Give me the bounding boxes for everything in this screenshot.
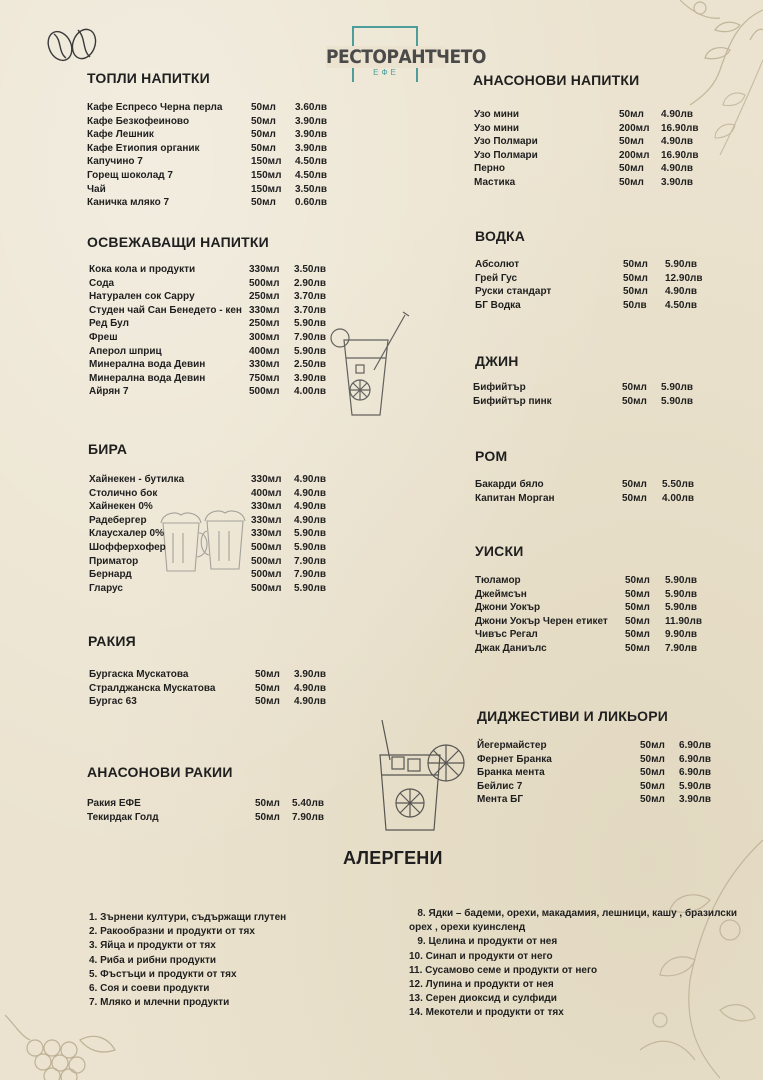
item-price: 3.60лв	[295, 102, 327, 113]
item-price: 2.90лв	[294, 277, 326, 289]
item-name: Узо Полмари	[474, 149, 538, 161]
item-price: 5.90лв	[294, 345, 326, 357]
item-name: Йегермайстер	[477, 740, 547, 751]
item-name: Кафе Еспресо Черна перла	[87, 102, 223, 113]
item-price: 5.90лв	[661, 395, 693, 407]
section-title: АНАСОНОВИ РАКИИ	[87, 764, 233, 780]
item-price: 4.90лв	[661, 163, 693, 175]
item-name: Текирдак Голд	[87, 811, 159, 823]
item-price: 4.90лв	[294, 514, 326, 526]
item-name: Фернет Бранка	[477, 753, 552, 765]
item-volume: 150мл	[251, 156, 282, 168]
item-name: Бифийтър	[473, 382, 526, 393]
item-name: Столично бок	[89, 487, 158, 499]
item-volume: 50мл	[622, 479, 647, 490]
item-price: 3.90лв	[661, 176, 693, 188]
item-name: Тюламор	[475, 575, 521, 586]
item-volume: 500мл	[251, 582, 282, 594]
item-name: Джони Уокър Черен етикет	[475, 615, 608, 627]
item-volume: 50лв	[623, 299, 647, 311]
item-volume: 330мл	[249, 359, 280, 371]
item-volume: 500мл	[251, 569, 282, 581]
item-name: Хайнекен - бутилка	[89, 474, 185, 485]
item-name: Кока кола и продукти	[89, 264, 196, 275]
allergen-item: 1. Зърнени култури, съдържащи глутен	[89, 912, 287, 923]
allergen-item: 10. Синап и продукти от него	[409, 950, 553, 962]
item-volume: 500мл	[249, 277, 280, 289]
item-price: 3.90лв	[679, 794, 711, 806]
item-price: 7.90лв	[665, 642, 697, 654]
item-volume: 300мл	[249, 331, 280, 343]
section-title: УИСКИ	[475, 543, 524, 559]
item-price: 6.90лв	[679, 740, 711, 751]
item-volume: 330мл	[249, 264, 280, 275]
allergen-item: 7. Мляко и млечни продукти	[89, 997, 230, 1009]
item-name: Капитан Морган	[475, 492, 555, 504]
allergen-item: 14. Мекотели и продукти от тях	[409, 1007, 564, 1019]
section-title: РАКИЯ	[88, 633, 136, 649]
item-price: 4.50лв	[295, 169, 327, 181]
allergens-list-right	[409, 907, 737, 1021]
item-volume: 50мл	[619, 109, 644, 120]
item-price: 2.50лв	[294, 359, 326, 371]
item-name: Клаусхалер 0%	[89, 528, 165, 540]
item-price: 4.90лв	[294, 696, 326, 708]
item-volume: 330мл	[251, 474, 282, 485]
item-price: 3.70лв	[294, 291, 326, 303]
item-price: 16.90лв	[661, 122, 699, 134]
item-name: Хайнекен 0%	[89, 501, 153, 513]
item-price: 5.90лв	[665, 588, 697, 600]
item-name: Перно	[474, 163, 506, 175]
item-name: Гларус	[89, 582, 123, 594]
item-price: 11.90лв	[665, 615, 702, 627]
item-name: Узо мини	[474, 109, 520, 120]
logo-subtitle: ЕФЕ	[373, 68, 399, 77]
item-name: Бернард	[89, 569, 132, 581]
item-volume: 50мл	[251, 115, 276, 127]
item-name: Студен чай Сан Бенедето - кен	[89, 304, 242, 316]
item-volume: 50мл	[255, 798, 280, 809]
cocktail-glass-icon	[330, 310, 410, 420]
item-price: 4.50лв	[295, 156, 327, 168]
item-volume: 150мл	[251, 169, 282, 181]
item-volume: 50мл	[640, 794, 665, 806]
item-price: 5.90лв	[665, 602, 697, 614]
item-name: Минерална вода Девин	[89, 372, 206, 384]
item-volume: 50мл	[640, 767, 665, 779]
item-price: 3.50лв	[294, 264, 326, 275]
allergen-item: 4. Риба и рибни продукти	[89, 954, 216, 966]
item-name: Узо Полмари	[474, 136, 538, 148]
item-name: Бифийтър пинк	[473, 395, 552, 407]
item-price: 4.90лв	[294, 487, 326, 499]
item-price: 5.50лв	[662, 479, 694, 490]
item-volume: 200мл	[619, 122, 650, 134]
allergens-list-left	[89, 911, 286, 1010]
item-volume: 250мл	[249, 318, 280, 330]
beer-mugs-icon	[155, 505, 255, 575]
section-title: АНАСОНОВИ НАПИТКИ	[473, 72, 640, 88]
item-price: 6.90лв	[679, 753, 711, 765]
item-volume: 330мл	[251, 514, 282, 526]
item-volume: 50мл	[622, 395, 647, 407]
item-volume: 50мл	[619, 176, 644, 188]
item-price: 7.90лв	[294, 555, 326, 567]
item-name: Кафе Етиопия органик	[87, 142, 200, 154]
section-anise-rakia	[87, 764, 233, 780]
item-price: 3.90лв	[295, 115, 327, 127]
section-digestifs	[477, 708, 668, 724]
item-name: Приматор	[89, 555, 139, 567]
section-title: РОМ	[475, 448, 508, 464]
item-price: 9.90лв	[665, 629, 697, 641]
item-price: 7.90лв	[292, 811, 324, 823]
item-volume: 50мл	[622, 492, 647, 504]
item-price: 5.90лв	[294, 541, 326, 553]
item-price: 3.90лв	[294, 669, 326, 680]
allergen-item: 9. Целина и продукти от нея	[409, 936, 558, 948]
item-name: Джони Уокър	[475, 602, 541, 614]
item-price: 5.90лв	[294, 528, 326, 540]
item-volume: 50мл	[625, 575, 650, 586]
item-volume: 400мл	[249, 345, 280, 357]
item-name: Узо мини	[474, 122, 520, 134]
section-hot-drinks	[87, 70, 210, 86]
item-name: Ракия ЕФЕ	[87, 798, 141, 809]
item-volume: 50мл	[251, 102, 276, 113]
item-volume: 500мл	[251, 555, 282, 567]
item-price: 4.50лв	[665, 299, 697, 311]
item-name: Джак Даниълс	[475, 642, 547, 654]
item-volume: 50мл	[625, 588, 650, 600]
item-name: Мастика	[474, 176, 516, 188]
item-name: Бургас 63	[89, 696, 137, 708]
allergen-item: 5. Фъстъци и продукти от тях	[89, 968, 237, 980]
section-beer	[88, 441, 127, 457]
item-volume: 330мл	[251, 501, 282, 513]
item-name: Радебергер	[89, 514, 147, 526]
item-price: 5.90лв	[679, 780, 711, 792]
section-anise-drinks	[473, 72, 639, 88]
item-price: 4.90лв	[661, 109, 693, 120]
item-volume: 50мл	[251, 129, 276, 141]
item-name: Чивъс Регал	[475, 629, 538, 641]
allergen-item: 12. Лупина и продукти от нея	[409, 979, 554, 991]
allergen-item: 13. Серен диоксид и сулфиди	[409, 993, 557, 1005]
item-name: Бакарди бяло	[475, 479, 544, 490]
item-name: Бранка мента	[477, 767, 545, 779]
section-title: ДЖИН	[475, 353, 519, 369]
item-volume: 50мл	[622, 382, 647, 393]
item-price: 16.90лв	[661, 149, 699, 161]
item-volume: 50мл	[619, 136, 644, 148]
section-title: ТОПЛИ НАПИТКИ	[87, 70, 210, 86]
section-vodka	[475, 228, 525, 244]
item-volume: 200мл	[619, 149, 650, 161]
coffee-beans-icon	[44, 26, 100, 64]
item-price: 3.90лв	[294, 372, 326, 384]
item-name: Чай	[87, 183, 106, 195]
item-price: 5.90лв	[294, 582, 326, 594]
item-price: 4.00лв	[662, 492, 694, 504]
item-volume: 50мл	[625, 602, 650, 614]
item-price: 5.90лв	[661, 382, 693, 393]
item-name: Айрян 7	[89, 386, 129, 398]
item-volume: 50мл	[625, 642, 650, 654]
item-name: Кафе Лешник	[87, 129, 154, 141]
item-name: Капучино 7	[87, 156, 143, 168]
section-whisky	[475, 543, 524, 559]
item-volume: 150мл	[251, 183, 282, 195]
section-title: ДИДЖЕСТИВИ И ЛИКЬОРИ	[477, 708, 668, 724]
item-volume: 50мл	[623, 286, 648, 298]
item-name: Джеймсън	[475, 588, 527, 600]
item-volume: 330мл	[249, 304, 280, 316]
item-name: Каничка мляко 7	[87, 197, 170, 209]
item-price: 4.00лв	[294, 386, 326, 398]
item-volume: 50мл	[255, 682, 280, 694]
item-name: Бургаска Мускатова	[89, 669, 189, 680]
item-price: 7.90лв	[294, 569, 326, 581]
allergen-item: 3. Яйца и продукти от тях	[89, 940, 216, 952]
item-price: 7.90лв	[294, 331, 326, 343]
grapes-icon	[0, 1010, 120, 1080]
allergens-title: АЛЕРГЕНИ	[343, 848, 443, 868]
item-name: Минерална вода Девин	[89, 359, 206, 371]
item-volume: 50мл	[255, 811, 280, 823]
item-volume: 50мл	[640, 780, 665, 792]
item-volume: 500мл	[249, 386, 280, 398]
allergen-item: 6. Соя и соеви продукти	[89, 983, 210, 995]
item-name: Натурален сок Cappy	[89, 291, 195, 303]
item-volume: 50мл	[251, 142, 276, 154]
section-title: ОСВЕЖАВАЩИ НАПИТКИ	[87, 234, 269, 250]
section-title: БИРА	[88, 441, 128, 457]
item-name: Руски стандарт	[475, 286, 552, 298]
item-name: БГ Водка	[475, 299, 521, 311]
item-price: 3.90лв	[295, 129, 327, 141]
allergen-item: 8. Ядки – бадеми, орехи, макадамия, лешници, кашу , бразилски	[409, 908, 738, 919]
item-volume: 50мл	[251, 197, 276, 209]
item-volume: 400мл	[251, 487, 282, 499]
item-price: 4.90лв	[294, 682, 326, 694]
item-price: 4.90лв	[665, 286, 697, 298]
item-name: Стралджанска Мускатова	[89, 682, 216, 694]
item-price: 6.90лв	[679, 767, 711, 779]
item-name: Фреш	[89, 331, 118, 343]
item-volume: 50мл	[255, 669, 280, 680]
allergen-item: орех , орехи куинсленд	[409, 922, 526, 934]
allergen-item: 2. Ракообразни и продукти от тях	[89, 926, 255, 938]
item-price: 4.90лв	[661, 136, 693, 148]
logo-name: РЕСТОРАНТЧЕТО	[326, 46, 486, 68]
section-rakia	[88, 633, 136, 649]
item-price: 3.50лв	[295, 183, 327, 195]
item-name: Аперол шприц	[89, 345, 162, 357]
item-price: 5.90лв	[294, 318, 326, 330]
item-name: Бейлис 7	[477, 780, 523, 792]
item-name: Ред Бул	[89, 318, 129, 330]
item-volume: 50мл	[623, 259, 648, 270]
item-volume: 750мл	[249, 372, 280, 384]
item-price: 5.40лв	[292, 798, 324, 809]
item-name: Грей Гус	[475, 272, 518, 284]
item-volume: 500мл	[251, 541, 282, 553]
item-name: Абсолют	[475, 259, 520, 270]
item-volume: 50мл	[625, 615, 650, 627]
item-price: 4.90лв	[294, 501, 326, 513]
item-price: 12.90лв	[665, 272, 703, 284]
item-name: Мента БГ	[477, 794, 524, 806]
section-soft-drinks	[87, 234, 269, 250]
section-rum	[475, 448, 507, 464]
item-price: 5.90лв	[665, 575, 697, 586]
item-volume: 330мл	[251, 528, 282, 540]
item-price: 0.60лв	[295, 197, 327, 209]
allergen-item: 11. Сусамово семе и продукти от него	[409, 964, 598, 976]
item-price: 3.70лв	[294, 304, 326, 316]
lemon-drink-icon	[372, 715, 472, 835]
item-price: 3.90лв	[295, 142, 327, 154]
item-volume: 50мл	[640, 740, 665, 751]
item-volume: 50мл	[625, 629, 650, 641]
section-title: ВОДКА	[475, 228, 526, 244]
item-price: 4.90лв	[294, 474, 326, 485]
item-volume: 50мл	[623, 272, 648, 284]
item-name: Кафе Безкофеиново	[87, 115, 190, 127]
restaurant-logo	[326, 24, 486, 82]
item-volume: 50мл	[619, 163, 644, 175]
section-gin	[475, 353, 519, 369]
item-name: Сода	[89, 277, 115, 289]
floral-ornament-icon	[690, 60, 763, 160]
item-name: Горещ шоколад 7	[87, 169, 173, 181]
item-volume: 50мл	[255, 696, 280, 708]
item-name: Шофферхофер	[89, 541, 166, 553]
item-volume: 50мл	[640, 753, 665, 765]
item-price: 5.90лв	[665, 259, 697, 270]
item-volume: 250мл	[249, 291, 280, 303]
